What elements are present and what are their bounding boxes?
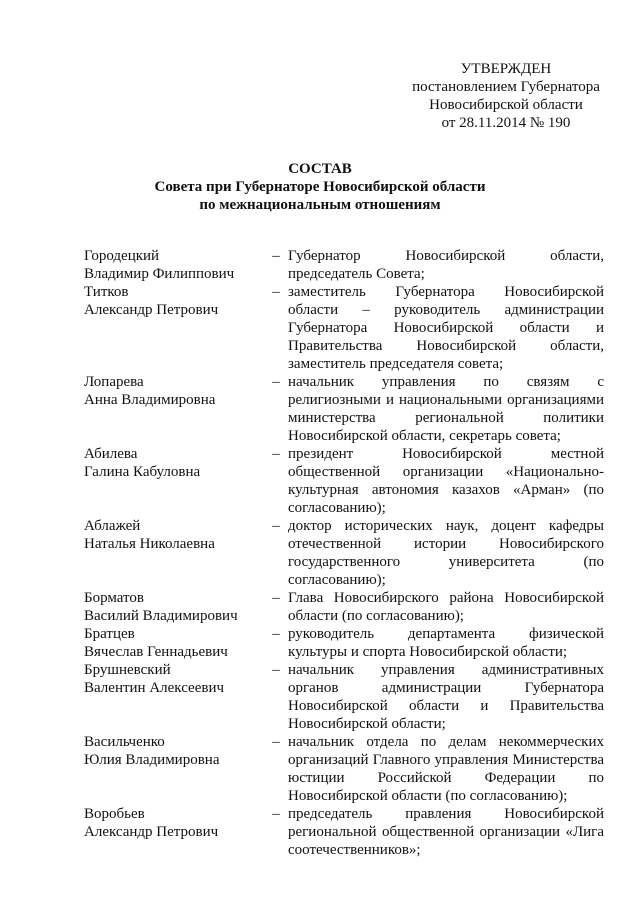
- title-line: Совета при Губернаторе Новосибирской области: [154, 179, 486, 195]
- member-row: [84, 625, 604, 661]
- member-role: руководитель департамента физической культуры и спорта Новосибирской области;: [288, 626, 604, 660]
- member-given-name: Наталья Николаевна: [84, 536, 215, 552]
- member-role: начальник управления административных органов администрации Губернатора Новосибирской области и Правительства Новосибирской области;: [288, 662, 604, 732]
- member-role: заместитель Губернатора Новосибирской области – руководитель администрации Губернатора Новосибирской области и Правительства Новосибирской области, заместитель председателя совета;: [288, 284, 604, 372]
- member-role: начальник управления по связям с религиозными и национальными организациями министерства региональной политики Новосибирской области, секретарь совета;: [288, 374, 604, 444]
- member-name: [84, 805, 264, 859]
- member-given-name: Владимир Филиппович: [84, 266, 235, 282]
- approval-line: постановлением Губернатора: [412, 79, 600, 95]
- member-row: [84, 247, 604, 283]
- member-given-name: Александр Петрович: [84, 302, 219, 318]
- member-given-name: Галина Кабуловна: [84, 464, 201, 480]
- member-row: [84, 805, 604, 859]
- member-row: [84, 733, 604, 805]
- member-role: начальник отдела по делам некоммерческих организаций Главного управления Министерства юстиции Российской Федерации по Новосибирской области (по согласованию);: [288, 734, 604, 804]
- member-role: президент Новосибирской местной общественной организации «Национально-культурная автономия казахов «Арман» (по согласованию);: [288, 446, 604, 516]
- member-row: [84, 283, 604, 373]
- member-surname: Абилева: [84, 446, 138, 462]
- member-row: [84, 445, 604, 517]
- member-dash: –: [272, 626, 280, 642]
- member-row: [84, 373, 604, 445]
- member-name: [84, 247, 264, 283]
- member-surname: Брушневский: [84, 662, 171, 678]
- member-name: [84, 733, 264, 805]
- member-name: [84, 445, 264, 517]
- member-row: [84, 517, 604, 589]
- member-role: Глава Новосибирского района Новосибирской области (по согласованию);: [288, 590, 604, 624]
- member-dash: –: [272, 662, 280, 678]
- member-surname: Аблажей: [84, 518, 141, 534]
- member-name: [84, 625, 264, 661]
- member-name: [84, 517, 264, 589]
- member-dash: –: [272, 734, 280, 750]
- member-dash: –: [272, 590, 280, 606]
- member-surname: Воробьев: [84, 806, 145, 822]
- approval-line: Новосибирской области: [429, 97, 583, 113]
- member-row: [84, 589, 604, 625]
- member-surname: Братцев: [84, 626, 135, 642]
- member-role: доктор исторических наук, доцент кафедры отечественной истории Новосибирского государственного университета (по согласованию);: [288, 518, 604, 588]
- member-dash: –: [272, 374, 280, 390]
- member-given-name: Александр Петрович: [84, 824, 219, 840]
- member-dash: –: [272, 518, 280, 534]
- member-name: [84, 589, 264, 625]
- member-role: Губернатор Новосибирской области, председатель Совета;: [288, 248, 604, 282]
- member-surname: Васильченко: [84, 734, 165, 750]
- approval-heading: УТВЕРЖДЕН: [460, 61, 552, 77]
- member-dash: –: [272, 806, 280, 822]
- member-surname: Борматов: [84, 590, 144, 606]
- title-line: по межнациональным отношениям: [199, 197, 441, 213]
- member-list: [84, 247, 604, 859]
- member-row: [84, 661, 604, 733]
- member-given-name: Василий Владимирович: [84, 608, 238, 624]
- member-role: председатель правления Новосибирской региональной общественной организации «Лига соотечественников»;: [288, 806, 604, 858]
- document-title: [0, 160, 640, 214]
- approval-date: от 28.11.2014 № 190: [441, 115, 571, 131]
- member-dash: –: [272, 446, 280, 462]
- member-given-name: Вячеслав Геннадьевич: [84, 644, 228, 660]
- member-given-name: Юлия Владимировна: [84, 752, 220, 768]
- approval-stamp: [396, 60, 616, 132]
- member-dash: –: [272, 284, 280, 300]
- member-given-name: Анна Владимировна: [84, 392, 216, 408]
- member-given-name: Валентин Алексеевич: [84, 680, 225, 696]
- member-name: [84, 373, 264, 445]
- member-surname: Городецкий: [84, 248, 160, 264]
- member-surname: Лопарева: [84, 374, 144, 390]
- member-name: [84, 661, 264, 733]
- title-line: СОСТАВ: [288, 161, 352, 177]
- member-name: [84, 283, 264, 373]
- member-dash: –: [272, 248, 280, 264]
- member-surname: Титков: [84, 284, 129, 300]
